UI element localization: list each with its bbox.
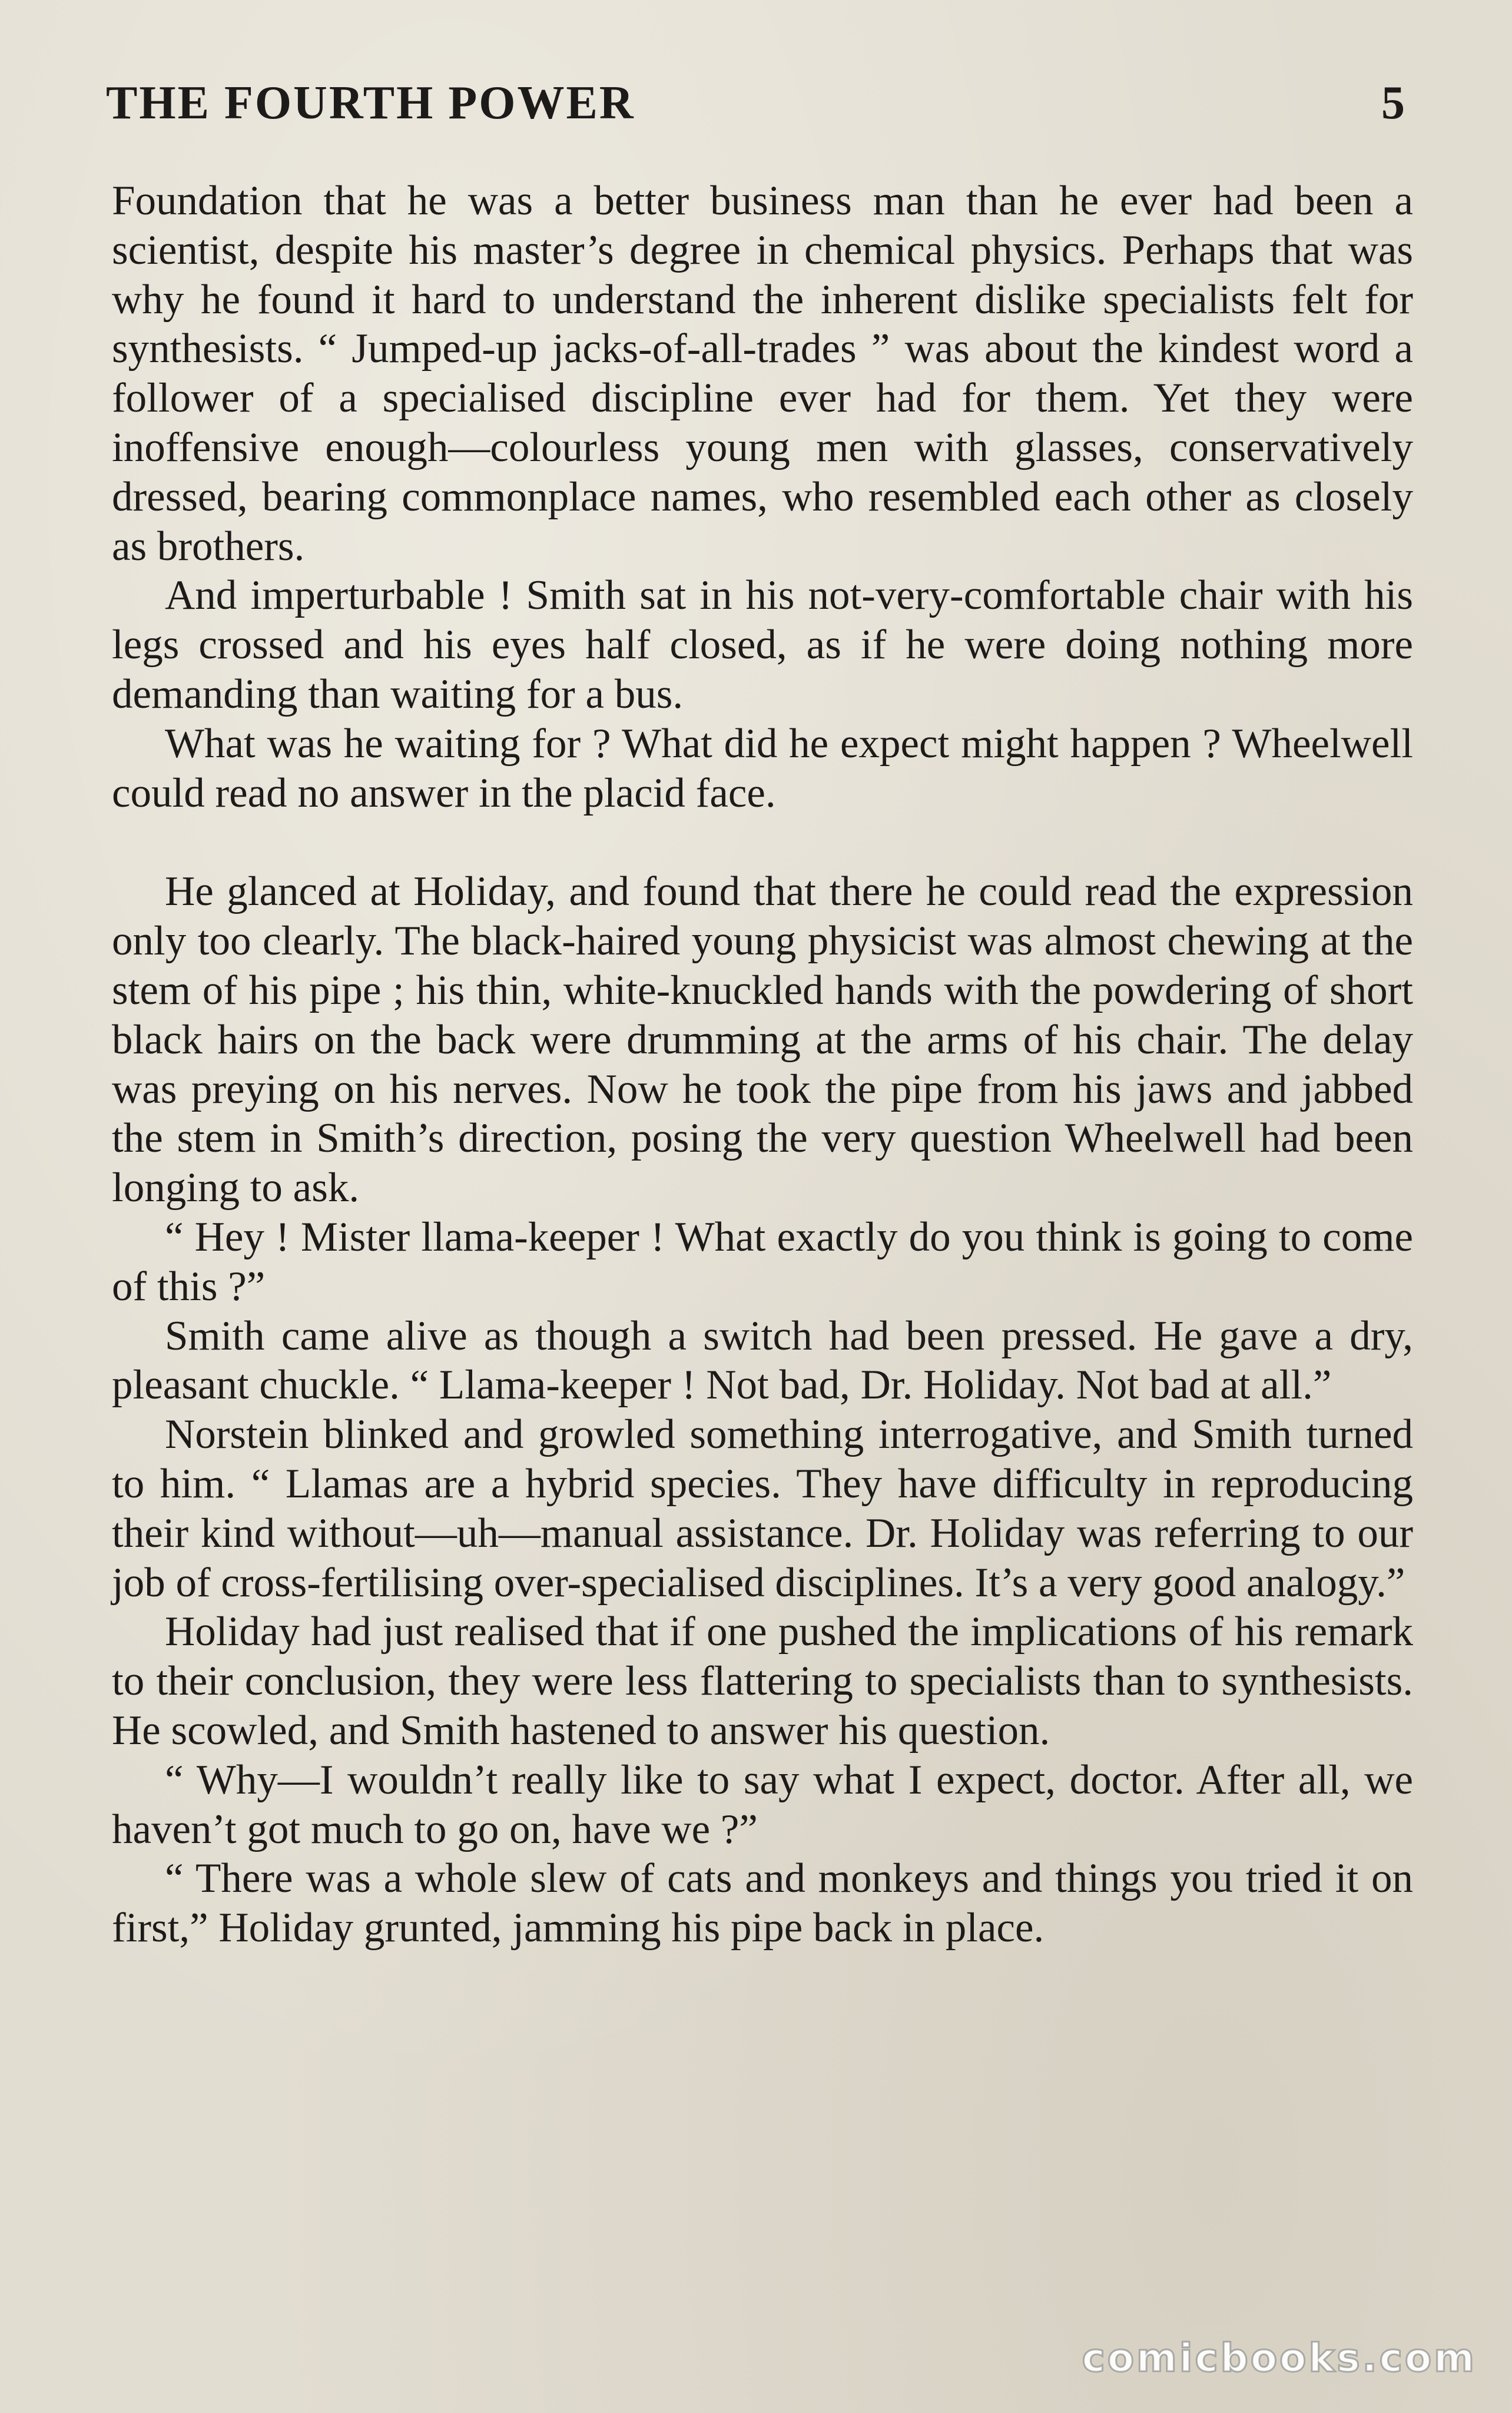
paragraph: “ There was a whole slew of cats and monkeys and things you tried it on first,” Holiday grunted, jamming his pipe back in place. (112, 1855, 1413, 1951)
watermark: comicbooks.com (1082, 2335, 1477, 2381)
paragraph: “ Why—I wouldn’t really like to say what I expect, doctor. After all, we haven’t got much to go on, have we ?” (112, 1756, 1413, 1852)
paragraph: And imperturbable ! Smith sat in his not-very-comfortable chair with his legs crossed and his eyes half closed, as if he were doing nothing more demanding than waiting for a bus. (112, 572, 1413, 717)
paragraph: Norstein blinked and growled something interrogative, and Smith turned to him. “ Llamas are a hybrid species. They have difficulty in reproducing their kind without—uh—manual assistance. Dr. Holiday was referring to our job of cross-fertilising over-specialised disciplines. It’s a very good analogy.” (112, 1411, 1413, 1606)
running-head: THE FOURTH POWER (106, 77, 635, 129)
paragraph: What was he waiting for ? What did he expect might happen ? Wheelwell could read no answer in the placid face. (112, 720, 1413, 816)
page-header (106, 77, 1406, 141)
page-number: 5 (1381, 77, 1406, 129)
paragraph: Holiday had just realised that if one pushed the implications of his remark to their conclusion, they were less flattering to specialists than to synthesists. He scowled, and Smith hastened to answer his question. (112, 1609, 1413, 1754)
paragraph: Smith came alive as though a switch had been pressed. He gave a dry, pleasant chuckle. “ Llama-keeper ! Not bad, Dr. Holiday. Not bad at all.” (112, 1312, 1413, 1408)
body-text (112, 177, 1413, 1953)
paragraph: “ Hey ! Mister llama-keeper ! What exactly do you think is going to come of this ?” (112, 1214, 1413, 1310)
paragraph: Foundation that he was a better business man than he ever had been a scientist, despite his master’s degree in chemical physics. Perhaps that was why he found it hard to understand the inherent dislike specialists felt for synthesists. “ Jumped-up jacks-of-all-trades ” was about the kindest word a follower of a specialised discipline ever had for them. Yet they were inoffensive enough—colourless young men with glasses, conservatively dressed, bearing commonplace names, who resembled each other as closely as brothers. (112, 178, 1413, 569)
paragraph: He glanced at Holiday, and found that there he could read the expression only too clearly. The black-haired young physicist was almost chewing at the stem of his pipe ; his thin, white-knuckled hands with the powdering of short black hairs on the back were drumming at the arms of his chair. The delay was preying on his nerves. Now he took the pipe from his jaws and jabbed the stem in Smith’s direction, posing the very question Wheelwell had been longing to ask. (112, 869, 1413, 1211)
